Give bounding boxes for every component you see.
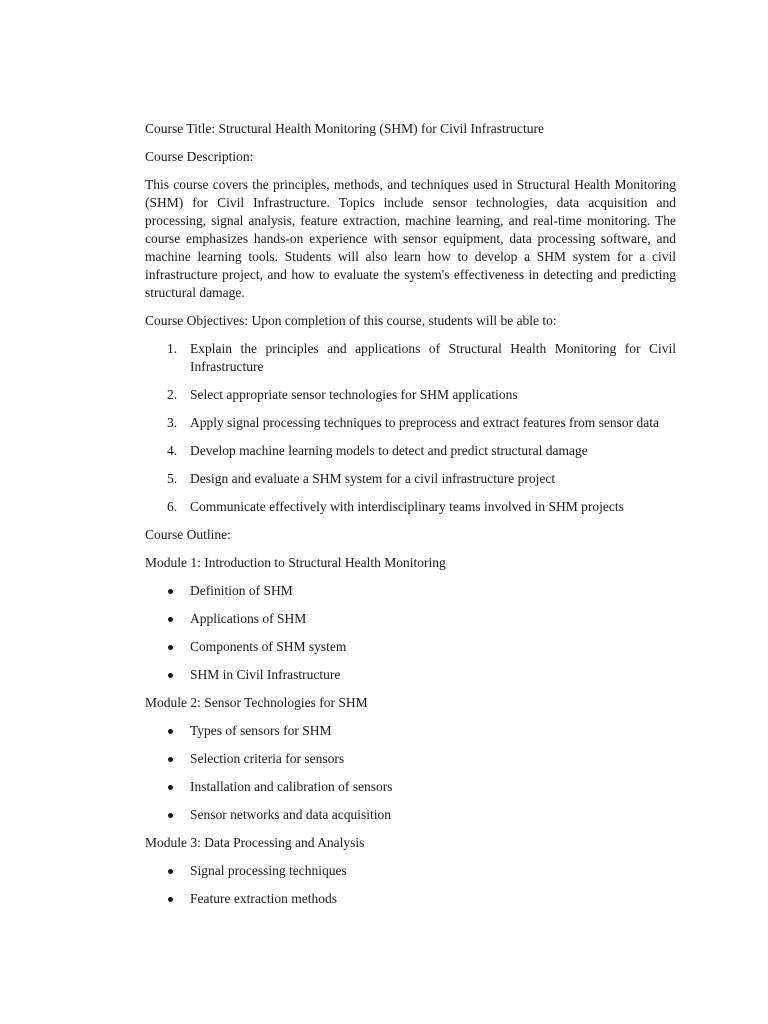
objective-text: Communicate effectively with interdisciplinary teams involved in SHM projects <box>190 499 624 514</box>
bullet-icon <box>168 589 173 594</box>
objective-text: Explain the principles and applications of Structural Health Monitoring for Civil Infrastructure <box>190 341 676 374</box>
objective-number: 1. <box>167 341 178 356</box>
bullet-icon <box>168 645 173 650</box>
module-1-title: Module 1: Introduction to Structural Health Monitoring <box>145 555 446 570</box>
list-item-text: SHM in Civil Infrastructure <box>190 667 341 682</box>
list-item <box>145 778 676 796</box>
bullet-icon <box>168 673 173 678</box>
module-1-list <box>145 582 676 684</box>
bullet-icon <box>168 869 173 874</box>
bullet-icon <box>168 813 173 818</box>
list-item <box>145 666 676 684</box>
course-title: Course Title: Structural Health Monitoring (SHM) for Civil Infrastructure <box>145 121 544 136</box>
objective-text: Select appropriate sensor technologies for SHM applications <box>190 387 518 402</box>
objective-item <box>145 470 676 488</box>
objective-item <box>145 498 676 516</box>
module-2-title: Module 2: Sensor Technologies for SHM <box>145 695 368 710</box>
bullet-icon <box>168 897 173 902</box>
bullet-icon <box>168 785 173 790</box>
objective-number: 3. <box>167 415 178 430</box>
module-2-list <box>145 722 676 824</box>
list-item <box>145 610 676 628</box>
objectives-heading: Course Objectives: Upon completion of this course, students will be able to: <box>145 313 557 328</box>
objective-text: Apply signal processing techniques to preprocess and extract features from sensor data <box>190 415 659 430</box>
list-item <box>145 862 676 880</box>
bullet-icon <box>168 617 173 622</box>
objective-number: 6. <box>167 499 178 514</box>
outline-heading: Course Outline: <box>145 527 231 542</box>
list-item-text: Installation and calibration of sensors <box>190 779 393 794</box>
description-heading: Course Description: <box>145 149 254 164</box>
list-item-text: Feature extraction methods <box>190 891 337 906</box>
list-item-text: Components of SHM system <box>190 639 347 654</box>
objective-text: Develop machine learning models to detect and predict structural damage <box>190 443 588 458</box>
list-item <box>145 750 676 768</box>
objective-number: 5. <box>167 471 178 486</box>
document-page <box>145 120 676 918</box>
list-item-text: Definition of SHM <box>190 583 293 598</box>
objectives-list <box>145 340 676 516</box>
list-item <box>145 890 676 908</box>
objective-number: 4. <box>167 443 178 458</box>
list-item <box>145 806 676 824</box>
list-item-text: Selection criteria for sensors <box>190 751 345 766</box>
objective-item <box>145 340 676 376</box>
objective-item <box>145 442 676 460</box>
objective-item <box>145 414 676 432</box>
list-item-text: Applications of SHM <box>190 611 307 626</box>
list-item-text: Types of sensors for SHM <box>190 723 332 738</box>
list-item <box>145 722 676 740</box>
description-body: This course covers the principles, methods, and techniques used in Structural Health Monitoring (SHM) for Civil Infrastructure. Topics include sensor technologies, data acquisition and processing, signal analysis, feature extraction, machine learning, and real-time monitoring. The course emphasizes hands-on experience with sensor equipment, data processing software, and machine learning tools. Students will also learn how to develop a SHM system for a civil infrastructure project, and how to evaluate the system's effectiveness in detecting and predicting structural damage. <box>145 177 676 300</box>
module-3-title: Module 3: Data Processing and Analysis <box>145 835 365 850</box>
list-item-text: Signal processing techniques <box>190 863 347 878</box>
list-item-text: Sensor networks and data acquisition <box>190 807 391 822</box>
objective-text: Design and evaluate a SHM system for a civil infrastructure project <box>190 471 556 486</box>
list-item <box>145 638 676 656</box>
bullet-icon <box>168 729 173 734</box>
list-item <box>145 582 676 600</box>
bullet-icon <box>168 757 173 762</box>
objective-number: 2. <box>167 387 178 402</box>
module-3-list <box>145 862 676 908</box>
objective-item <box>145 386 676 404</box>
